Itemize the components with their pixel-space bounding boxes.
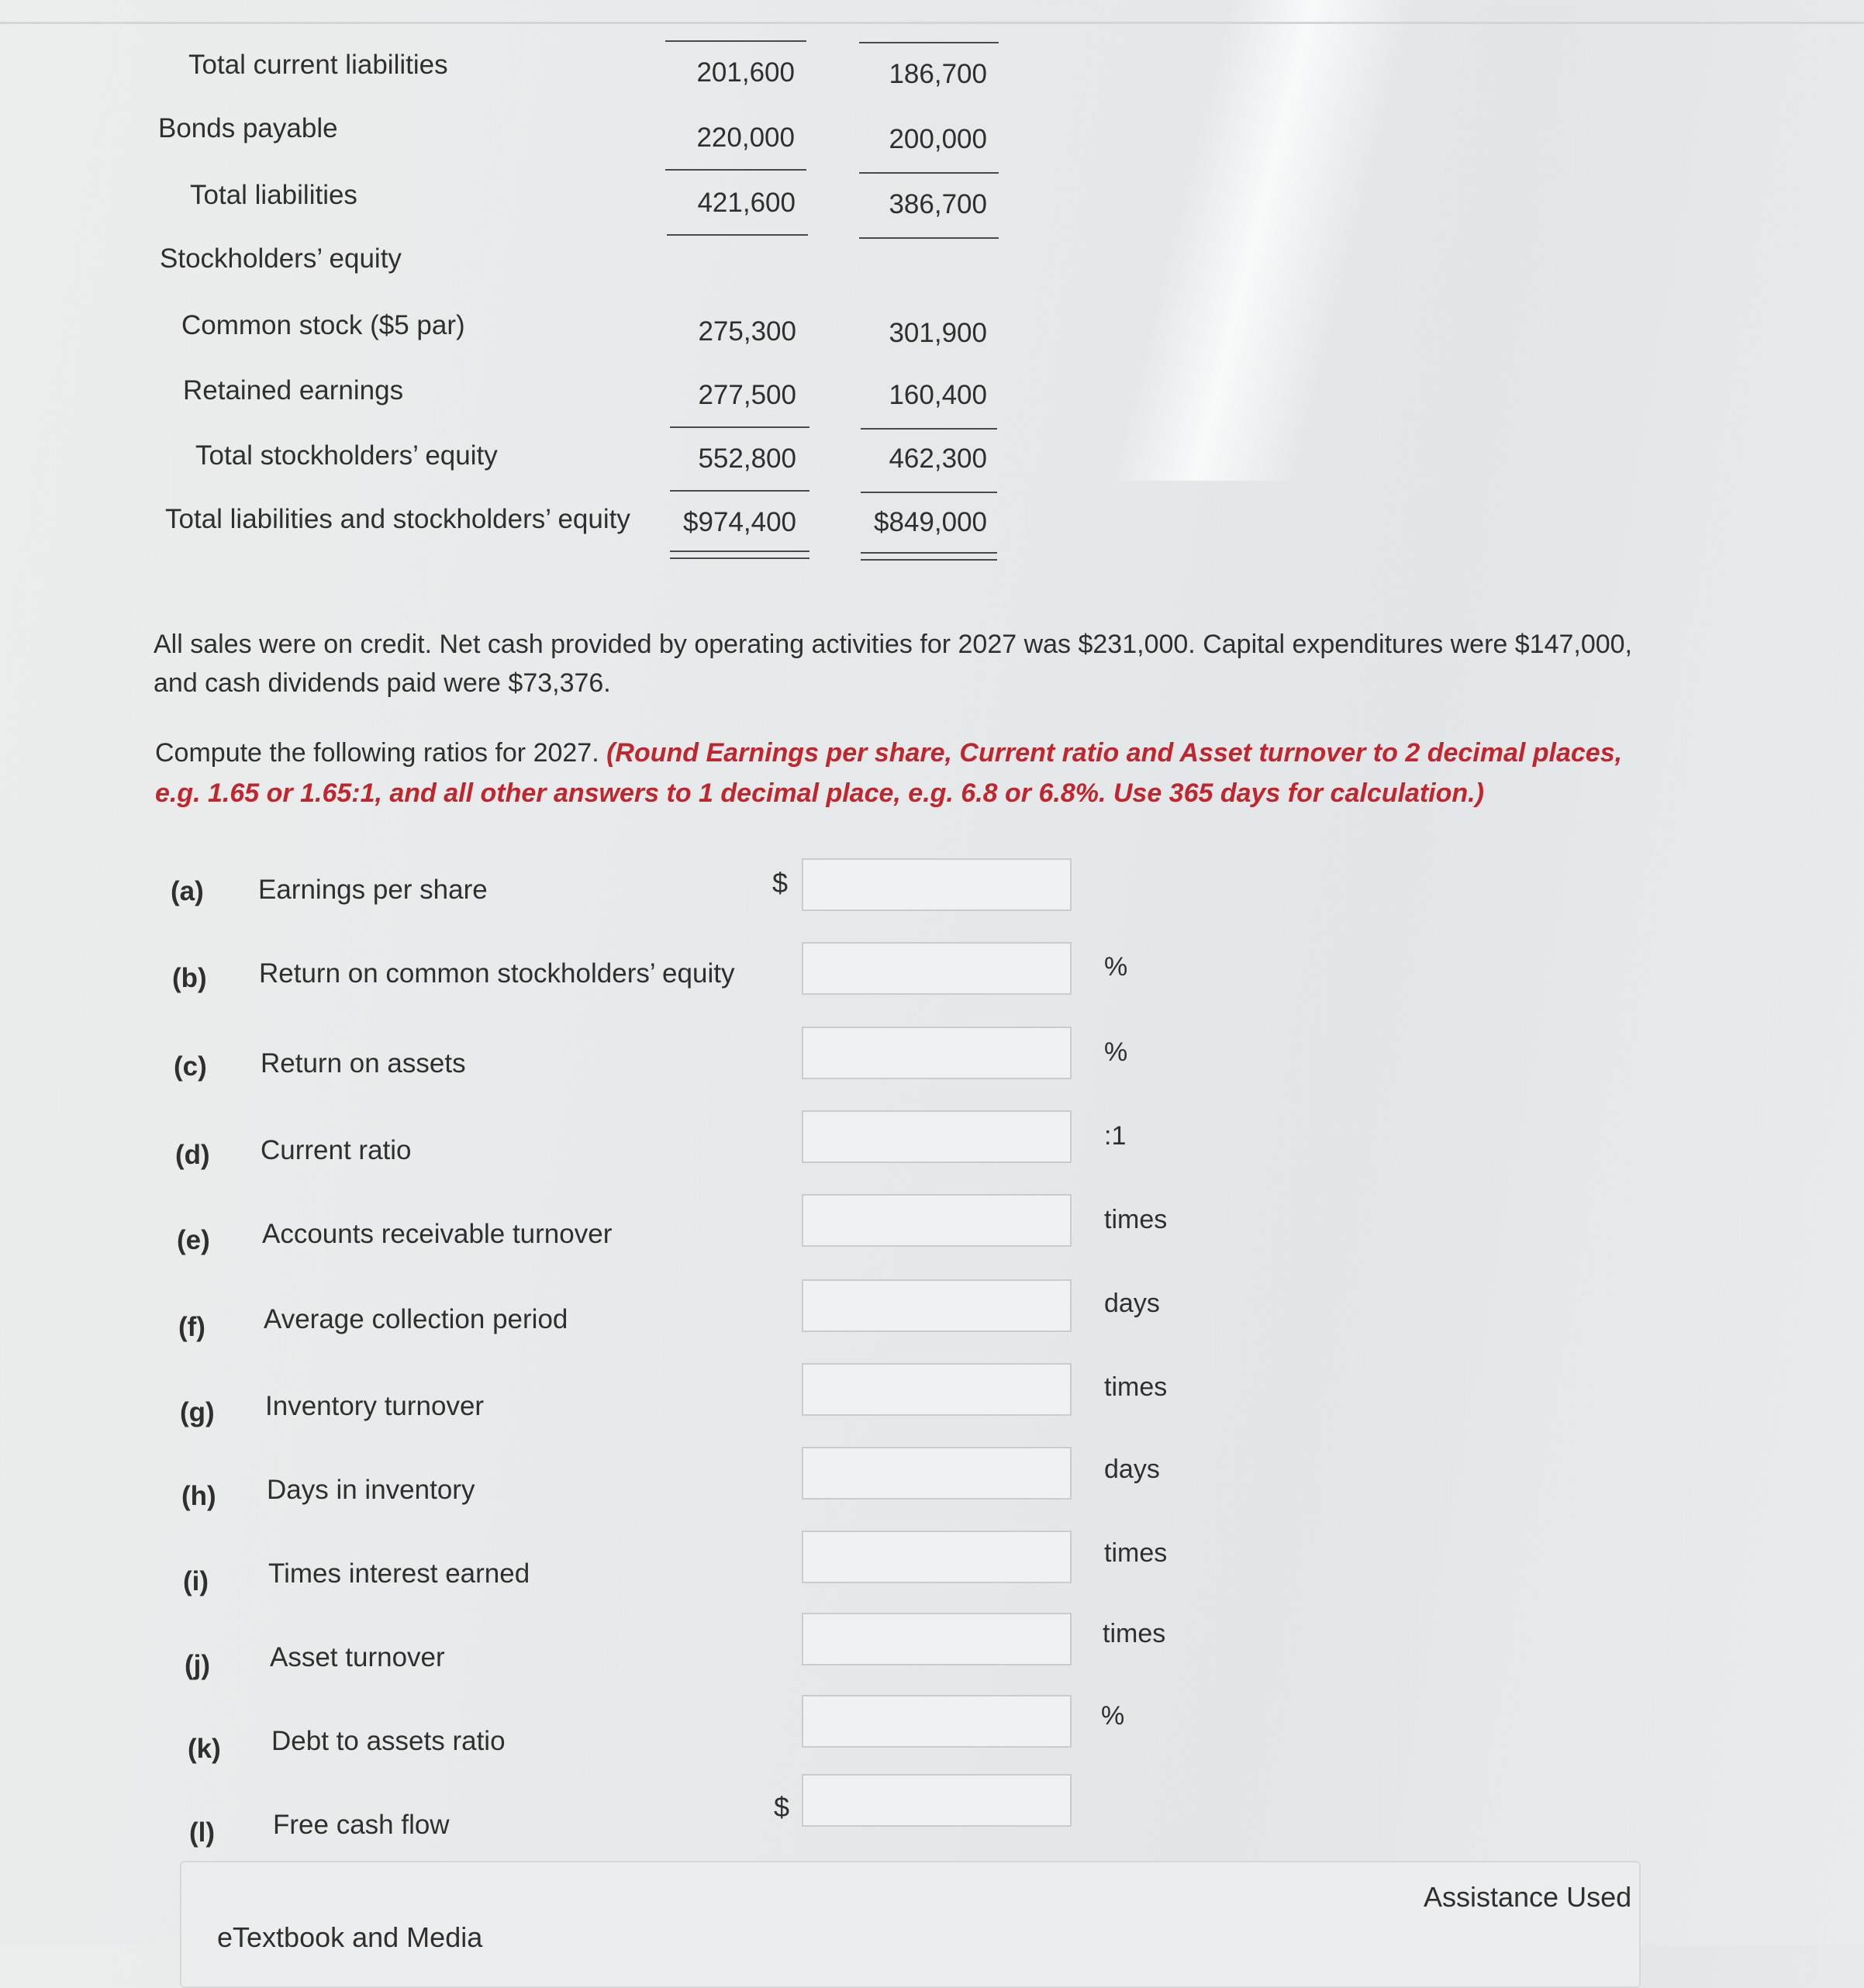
row-label: Total current liabilities (188, 50, 448, 80)
row-label: Retained earnings (183, 375, 404, 406)
rule (859, 172, 999, 174)
double-rule (670, 550, 809, 559)
question-letter: (b) (172, 963, 207, 993)
rule (859, 237, 999, 239)
rounding-hint: (Round Earnings per share, Current ratio and Asset turnover to 2 decimal places, e.g. 1.65 or 1.65:1, and all other answers to 1 decimal place, e.g. 6.8 or 6.8%. Use 365 days for calculation.) (155, 738, 1623, 808)
question-letter: (i) (183, 1566, 209, 1596)
question-label: Earnings per share (258, 875, 488, 905)
question-label: Asset turnover (270, 1642, 445, 1672)
return-on-assets-input[interactable] (802, 1027, 1072, 1079)
rule (859, 42, 999, 43)
question-label: Return on assets (261, 1048, 466, 1079)
unit-label: :1 (1104, 1121, 1127, 1151)
question-label: Days in inventory (267, 1475, 475, 1505)
rule (861, 428, 997, 430)
unit-label: days (1104, 1455, 1160, 1484)
question-letter: (e) (177, 1225, 210, 1255)
question-label: Times interest earned (268, 1558, 530, 1589)
question-label: Accounts receivable turnover (262, 1219, 613, 1249)
double-rule (861, 552, 997, 561)
value-2026: 301,900 (889, 318, 987, 348)
value-2027: 220,000 (696, 123, 795, 153)
unit-label: times (1103, 1619, 1166, 1648)
instruction-text: Compute the following ratios for 2027. (155, 738, 607, 768)
debt-to-assets-input[interactable] (802, 1695, 1072, 1748)
value-2027: $974,400 (683, 507, 796, 537)
unit-label: % (1104, 1037, 1128, 1067)
row-label: Total liabilities (190, 180, 357, 210)
value-2027: 421,600 (697, 188, 796, 218)
row-label: Stockholders’ equity (160, 243, 402, 274)
return-on-equity-input[interactable] (802, 942, 1072, 995)
question-letter: (c) (174, 1051, 207, 1082)
unit-label: times (1104, 1538, 1168, 1568)
question-label: Return on common stockholders’ equity (259, 958, 735, 989)
value-2026: 462,300 (889, 444, 987, 474)
value-2027: 552,800 (698, 444, 796, 474)
value-2026: 186,700 (889, 59, 987, 89)
dollar-sign: $ (772, 867, 789, 899)
times-interest-earned-input[interactable] (802, 1531, 1072, 1583)
dollar-sign: $ (774, 1791, 790, 1823)
value-2026: 160,400 (889, 380, 987, 410)
rule (670, 490, 809, 492)
row-label: Bonds payable (158, 113, 338, 143)
question-letter: (j) (185, 1650, 211, 1680)
question-label: Free cash flow (273, 1810, 450, 1840)
rule (665, 169, 806, 171)
current-ratio-input[interactable] (802, 1110, 1072, 1163)
question-letter: (l) (189, 1817, 216, 1848)
earnings-per-share-input[interactable] (802, 858, 1072, 911)
unit-label: times (1104, 1205, 1168, 1234)
rule (861, 492, 997, 493)
rule (665, 40, 806, 42)
days-in-inventory-input[interactable] (802, 1447, 1072, 1500)
asset-turnover-input[interactable] (802, 1613, 1072, 1665)
collection-period-input[interactable] (802, 1279, 1072, 1332)
question-label: Inventory turnover (265, 1391, 485, 1421)
question-label: Debt to assets ratio (271, 1726, 506, 1756)
assistance-used-label: Assistance Used (1424, 1881, 1632, 1913)
free-cash-flow-input[interactable] (802, 1774, 1072, 1827)
rule (667, 234, 808, 236)
screen-glare (1111, 0, 1417, 481)
question-letter: (a) (171, 876, 204, 906)
question-letter: (f) (178, 1312, 205, 1342)
value-2026: 200,000 (889, 124, 987, 154)
top-divider (0, 22, 1864, 24)
value-2026: 386,700 (889, 189, 987, 219)
question-letter: (d) (175, 1140, 210, 1170)
row-label: Total stockholders’ equity (195, 440, 498, 471)
question-label: Average collection period (264, 1304, 568, 1334)
question-letter: (g) (180, 1397, 215, 1427)
question-letter: (k) (188, 1734, 221, 1764)
inventory-turnover-input[interactable] (802, 1363, 1072, 1416)
row-label: Total liabilities and stockholders’ equity (165, 504, 630, 534)
question-label: Current ratio (261, 1135, 412, 1165)
unit-label: % (1104, 952, 1128, 982)
unit-label: % (1101, 1701, 1125, 1731)
etextbook-link[interactable]: eTextbook and Media (217, 1921, 483, 1953)
row-label: Common stock ($5 par) (181, 310, 465, 340)
value-2026: $849,000 (874, 507, 987, 537)
value-2027: 277,500 (698, 380, 796, 410)
unit-label: times (1104, 1372, 1168, 1402)
rule (670, 426, 809, 428)
value-2027: 201,600 (696, 57, 795, 88)
instruction (155, 733, 1675, 813)
question-letter: (h) (181, 1481, 216, 1511)
info-text: All sales were on credit. Net cash provided by operating activities for 2027 was $231,000. Capital expenditures were $147,000, and cash dividends paid were $73,376. (154, 630, 1633, 698)
value-2027: 275,300 (698, 316, 796, 347)
unit-label: days (1104, 1289, 1160, 1318)
receivable-turnover-input[interactable] (802, 1194, 1072, 1247)
